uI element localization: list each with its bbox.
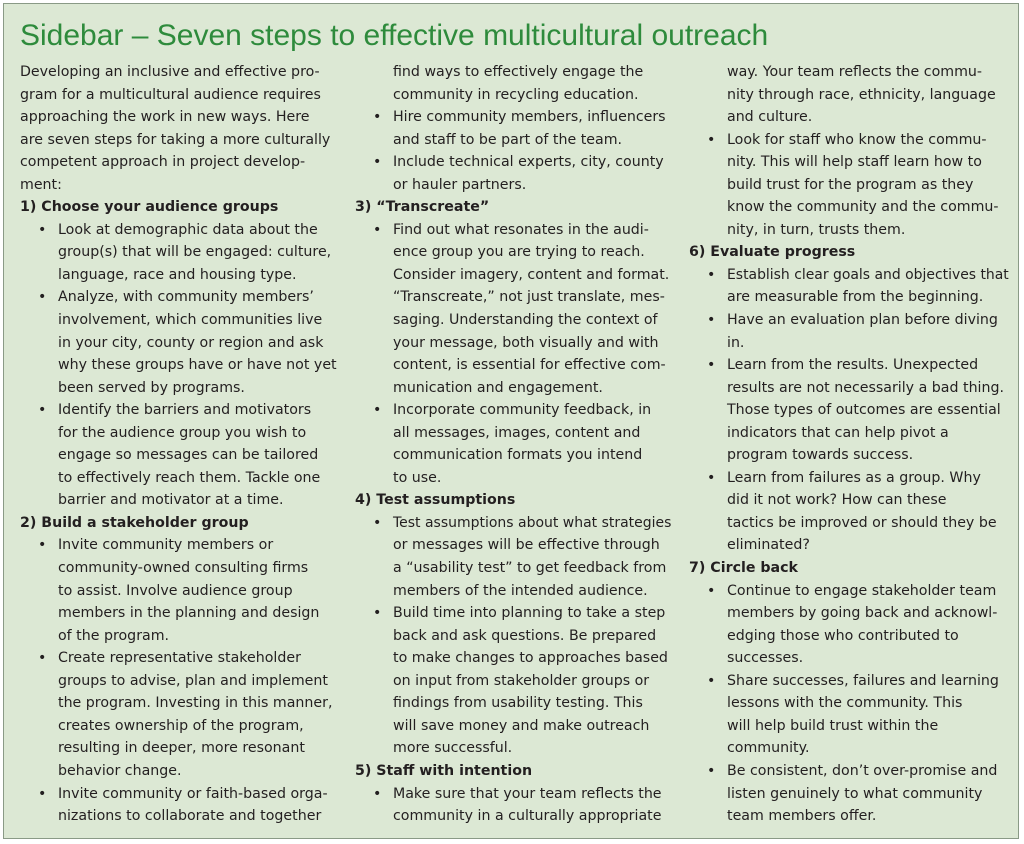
text-line: know the community and the commu- [727, 199, 999, 216]
bullet-list [355, 61, 673, 196]
text-line: are measurable from the beginning. [727, 289, 984, 306]
text-line: indicators that can help pivot a [727, 424, 949, 441]
text-line: community in a culturally appropriate [393, 808, 662, 825]
text-line: group(s) that will be engaged: culture, [58, 244, 332, 261]
text-line: approaching the work in new ways. Here [20, 109, 310, 126]
bullet-icon: • [38, 402, 47, 419]
list-item-continued [689, 61, 1011, 129]
text-line: for the audience group you wish to [58, 424, 307, 441]
text-line: find ways to effectively engage the [393, 64, 644, 80]
text-line: saging. Understanding the context of [393, 312, 658, 329]
bullet-icon: • [38, 650, 47, 667]
text-line: community-owned consulting firms [58, 560, 309, 577]
text-line: eliminated? [727, 537, 810, 554]
list-item [355, 151, 673, 196]
text-line: groups to advise, plan and implement [58, 672, 328, 689]
text-line: a “usability test” to get feedback from [393, 560, 667, 577]
text-line: of the program. [58, 627, 170, 644]
bullet-icon: • [707, 672, 716, 689]
text-line: Look for staff who know the commu- [727, 131, 987, 148]
step-heading: 6) Evaluate progress [689, 244, 856, 261]
text-line: way. Your team reflects the commu- [727, 64, 983, 80]
text-line: nity, in turn, trusts them. [727, 221, 906, 238]
text-line: in your city, county or region and ask [58, 334, 324, 351]
column-3 [689, 61, 1011, 828]
list-item [355, 602, 673, 760]
text-line: “Transcreate,” not just translate, mes- [393, 289, 665, 306]
text-line: to effectively reach them. Tackle one [58, 469, 321, 486]
text-line: involvement, which communities live [58, 312, 323, 329]
text-line: or messages will be effective through [393, 537, 660, 554]
bullet-icon: • [373, 514, 382, 531]
text-line: Hire community members, influencers [393, 109, 666, 126]
text-line: Developing an inclusive and effective pro- [20, 64, 320, 80]
text-line: been served by programs. [58, 379, 245, 396]
text-line: lessons with the community. This [727, 695, 963, 712]
list-item [689, 580, 1011, 670]
list-item [20, 783, 338, 828]
text-line: why these groups have or have not yet [58, 357, 337, 374]
text-line: are seven steps for taking a more culturally [20, 131, 331, 148]
list-item [20, 286, 338, 399]
text-line: members in the planning and design [58, 605, 320, 622]
bullet-icon: • [707, 762, 716, 779]
list-item [355, 512, 673, 602]
bullet-list [355, 783, 673, 828]
step-heading: 7) Circle back [689, 560, 798, 577]
bullet-icon: • [373, 221, 382, 238]
text-line: behavior change. [58, 762, 182, 779]
text-line: to use. [393, 469, 442, 486]
text-line: nizations to collaborate and together [58, 808, 322, 825]
step-heading: 4) Test assumptions [355, 492, 516, 509]
list-item [20, 219, 338, 287]
bullet-icon: • [38, 785, 47, 802]
step-heading: 3) “Transcreate” [355, 199, 490, 216]
bullet-icon: • [373, 605, 382, 622]
text-line: on input from stakeholder groups or [393, 672, 650, 689]
text-line: Look at demographic data about the [58, 221, 318, 238]
text-line: Invite community members or [58, 537, 274, 554]
text-line: Make sure that your team reflects the [393, 785, 662, 802]
text-line: more successful. [393, 740, 513, 757]
list-item [20, 647, 338, 782]
list-item [355, 219, 673, 399]
text-line: edging those who contributed to [727, 627, 959, 644]
list-item [689, 670, 1011, 760]
bullet-list [20, 219, 338, 512]
text-line: munication and engagement. [393, 379, 603, 396]
list-item [689, 309, 1011, 354]
text-line: will help build trust within the [727, 717, 939, 734]
text-line: Include technical experts, city, county [393, 154, 664, 171]
bullet-list [355, 512, 673, 760]
text-line: competent approach in project develop- [20, 154, 306, 171]
text-line: and staff to be part of the team. [393, 131, 623, 148]
text-line: Analyze, with community members’ [58, 289, 314, 306]
text-line: Have an evaluation plan before diving [727, 312, 998, 329]
text-line: Share successes, failures and learning [727, 672, 999, 689]
text-line: Learn from the results. Unexpected [727, 357, 979, 374]
text-line: to assist. Involve audience group [58, 582, 293, 599]
bullet-icon: • [38, 537, 47, 554]
text-line: team members offer. [727, 808, 877, 825]
text-line: in. [727, 334, 745, 351]
text-line: language, race and housing type. [58, 266, 297, 283]
bullet-icon: • [707, 469, 716, 486]
column-2 [355, 61, 673, 828]
text-line: Those types of outcomes are essential [727, 402, 1001, 419]
text-line: all messages, images, content and [393, 424, 641, 441]
text-line: the program. Investing in this manner, [58, 695, 333, 712]
bullet-icon: • [707, 131, 716, 148]
text-line: Create representative stakeholder [58, 650, 301, 667]
text-line: ence group you are trying to reach. [393, 244, 645, 261]
bullet-icon: • [373, 154, 382, 171]
text-line: Learn from failures as a group. Why [727, 469, 981, 486]
list-item-continued [355, 61, 673, 106]
bullet-icon: • [707, 266, 716, 283]
text-line: nity through race, ethnicity, language [727, 86, 996, 103]
text-line: resulting in deeper, more resonant [58, 740, 305, 757]
text-line: program towards success. [727, 447, 914, 464]
text-line: successes. [727, 650, 804, 667]
list-item [355, 399, 673, 489]
text-line: to make changes to approaches based [393, 650, 668, 667]
text-line: ment: [20, 176, 62, 193]
text-line: Be consistent, don’t over-promise and [727, 762, 998, 779]
list-item [689, 264, 1011, 309]
bullet-icon: • [707, 357, 716, 374]
text-line: nity. This will help staff learn how to [727, 154, 982, 171]
bullet-icon: • [38, 221, 47, 238]
list-item [355, 783, 673, 828]
list-item [689, 760, 1011, 828]
bullet-list [355, 219, 673, 490]
bullet-list [689, 580, 1011, 828]
text-line: Invite community or faith-based orga- [58, 785, 328, 802]
bullet-list [689, 61, 1011, 241]
text-line: creates ownership of the program, [58, 717, 304, 734]
text-line: barrier and motivator at a time. [58, 492, 284, 509]
bullet-icon: • [373, 785, 382, 802]
text-line: Test assumptions about what strategies [393, 514, 672, 531]
text-line: tactics be improved or should they be [727, 514, 997, 531]
text-line: Identify the barriers and motivators [58, 402, 312, 419]
bullet-icon: • [707, 312, 716, 329]
step-heading: 2) Build a stakeholder group [20, 514, 249, 531]
list-item [20, 534, 338, 647]
text-line: Consider imagery, content and format. [393, 266, 670, 283]
text-line: Find out what resonates in the audi- [393, 221, 649, 238]
bullet-icon: • [38, 289, 47, 306]
text-line: will save money and make outreach [393, 717, 650, 734]
text-line: build trust for the program as they [727, 176, 974, 193]
bullet-icon: • [373, 109, 382, 126]
text-line: members by going back and acknowl- [727, 605, 998, 622]
text-line: your message, both visually and with [393, 334, 659, 351]
text-line: Incorporate community feedback, in [393, 402, 652, 419]
text-line: Continue to engage stakeholder team [727, 582, 997, 599]
bullet-list [689, 264, 1011, 557]
text-line: community in recycling education. [393, 86, 639, 103]
text-line: communication formats you intend [393, 447, 643, 464]
text-line: back and ask questions. Be prepared [393, 627, 657, 644]
text-line: engage so messages can be tailored [58, 447, 319, 464]
text-line: members of the intended audience. [393, 582, 648, 599]
column-1 [20, 61, 338, 828]
list-item [689, 129, 1011, 242]
text-line: and culture. [727, 109, 813, 126]
sidebar-box [3, 3, 1019, 839]
text-line: did it not work? How can these [727, 492, 947, 509]
text-line: content, is essential for effective com- [393, 357, 666, 374]
step-heading: 5) Staff with intention [355, 762, 533, 779]
intro-paragraph [20, 61, 338, 196]
text-line: results are not necessarily a bad thing. [727, 379, 1005, 396]
sidebar-title: Sidebar – Seven steps to effective multicultural outreach [20, 19, 769, 52]
text-line: findings from usability testing. This [393, 695, 643, 712]
text-line: Establish clear goals and objectives that [727, 266, 1009, 283]
bullet-icon: • [373, 402, 382, 419]
text-line: gram for a multicultural audience requires [20, 86, 321, 103]
bullet-list [20, 534, 338, 827]
text-line: Build time into planning to take a step [393, 605, 666, 622]
bullet-icon: • [707, 582, 716, 599]
list-item [689, 354, 1011, 467]
text-line: community. [727, 740, 810, 757]
text-line: or hauler partners. [393, 176, 527, 193]
list-item [355, 106, 673, 151]
text-line: listen genuinely to what community [727, 785, 983, 802]
step-heading: 1) Choose your audience groups [20, 199, 279, 216]
list-item [20, 399, 338, 512]
list-item [689, 467, 1011, 557]
